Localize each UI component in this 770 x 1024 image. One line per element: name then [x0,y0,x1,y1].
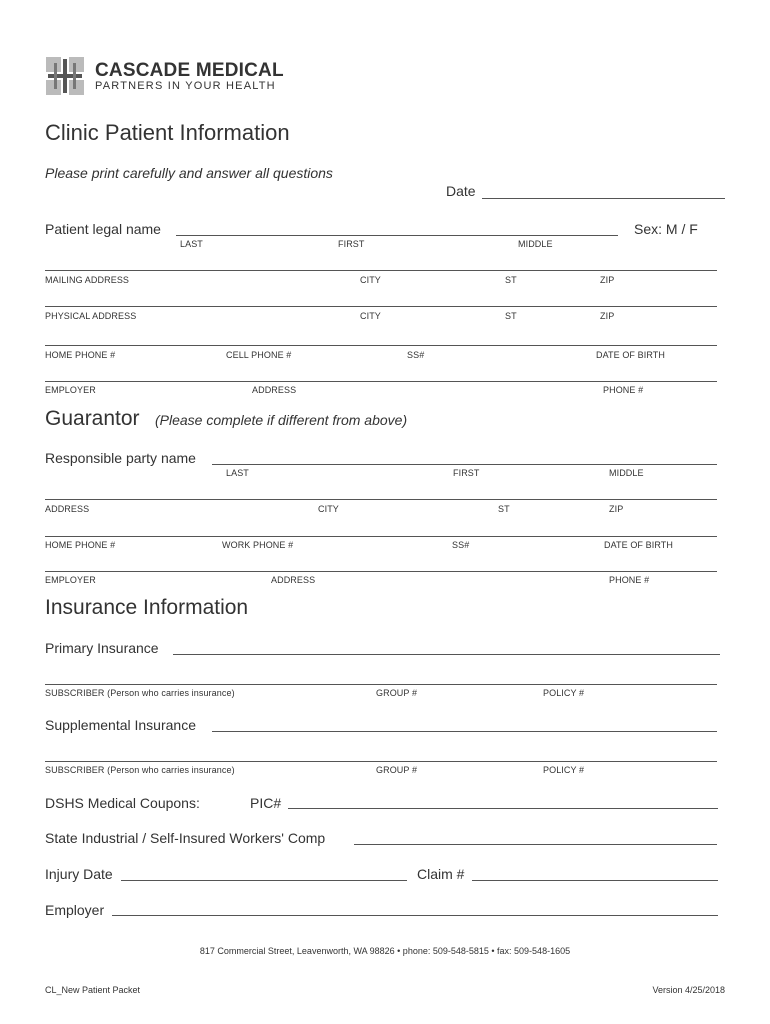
home-phone-label: HOME PHONE # [45,350,116,360]
guarantor-employer-address-label: ADDRESS [271,575,316,585]
guarantor-zip-label: ZIP [609,504,624,514]
physical-address-label: PHYSICAL ADDRESS [45,311,137,321]
injury-date-field[interactable] [121,880,407,881]
name-middle-label: MIDDLE [518,239,553,249]
brand-name: CASCADE MEDICAL [95,60,284,81]
physical-st-label: ST [505,311,517,321]
supplemental-insurance-label: Supplemental Insurance [45,717,196,733]
dob-label: DATE OF BIRTH [596,350,665,360]
name-first-label: FIRST [338,239,365,249]
patient-phones-field[interactable] [45,345,717,346]
instruction-text: Please print carefully and answer all questions [45,165,333,181]
primary-insurance-label: Primary Insurance [45,640,159,656]
physical-zip-label: ZIP [600,311,615,321]
date-label: Date [446,183,476,199]
primary-subscriber-label: SUBSCRIBER (Person who carries insurance) [45,688,235,698]
guarantor-employer-phone-label: PHONE # [609,575,650,585]
name-last-label: LAST [180,239,203,249]
guarantor-home-phone-label: HOME PHONE # [45,540,116,550]
brand-tagline: PARTNERS IN YOUR HEALTH [95,80,276,92]
workers-comp-label: State Industrial / Self-Insured Workers' Comp [45,830,326,846]
insurance-heading: Insurance Information [45,596,249,619]
footer-packet-name: CL_New Patient Packet [45,985,141,995]
guarantor-address-field[interactable] [45,499,717,500]
pic-field[interactable] [288,808,718,809]
guarantor-note: (Please complete if different from above) [155,412,408,428]
mailing-address-label: MAILING ADDRESS [45,275,130,285]
mailing-city-label: CITY [360,275,381,285]
footer-address: 817 Commercial Street, Leavenworth, WA 98826 • phone: 509-548-5815 • fax: 509-548-1605 [199,946,571,956]
supplemental-subscriber-field[interactable] [45,761,717,762]
guarantor-dob-label: DATE OF BIRTH [604,540,673,550]
workers-comp-field[interactable] [354,844,717,845]
claim-label: Claim # [417,866,465,882]
guarantor-employer-label: EMPLOYER [45,575,96,585]
primary-group-label: GROUP # [376,688,418,698]
physical-address-field[interactable] [45,306,717,307]
guarantor-last-label: LAST [226,468,249,478]
guarantor-employer-field[interactable] [45,571,717,572]
guarantor-first-label: FIRST [453,468,480,478]
dshs-coupons-label: DSHS Medical Coupons: [45,795,200,811]
patient-legal-name-field[interactable] [176,235,618,236]
footer-version: Version 4/25/2018 [652,985,725,995]
guarantor-middle-label: MIDDLE [609,468,644,478]
supplemental-subscriber-label: SUBSCRIBER (Person who carries insurance) [45,765,235,775]
supplemental-group-label: GROUP # [376,765,418,775]
responsible-party-label: Responsible party name [45,450,196,466]
primary-insurance-field[interactable] [173,654,720,655]
guarantor-ssn-label: SS# [452,540,470,550]
employer-address-label: ADDRESS [252,385,297,395]
patient-employer-field[interactable] [45,381,717,382]
date-field[interactable] [482,198,725,199]
cascade-medical-logo-icon [46,57,84,95]
patient-legal-name-label: Patient legal name [45,221,161,237]
primary-subscriber-field[interactable] [45,684,717,685]
employer-label: EMPLOYER [45,385,96,395]
guarantor-st-label: ST [498,504,510,514]
guarantor-address-label: ADDRESS [45,504,90,514]
guarantor-phones-field[interactable] [45,536,717,537]
injury-date-label: Injury Date [45,866,113,882]
employer-phone-label: PHONE # [603,385,644,395]
cell-phone-label: CELL PHONE # [226,350,292,360]
supplemental-insurance-field[interactable] [212,731,717,732]
insurance-employer-field[interactable] [112,915,718,916]
guarantor-work-phone-label: WORK PHONE # [222,540,294,550]
mailing-address-field[interactable] [45,270,717,271]
guarantor-city-label: CITY [318,504,339,514]
ssn-label: SS# [407,350,425,360]
insurance-employer-label: Employer [45,902,105,918]
responsible-party-field[interactable] [212,464,717,465]
pic-label: PIC# [250,795,282,811]
supplemental-policy-label: POLICY # [543,765,585,775]
guarantor-heading: Guarantor [45,407,140,430]
page-title: Clinic Patient Information [45,120,290,145]
claim-field[interactable] [472,880,718,881]
mailing-zip-label: ZIP [600,275,615,285]
mailing-st-label: ST [505,275,517,285]
sex-label[interactable]: Sex: M / F [634,221,698,237]
primary-policy-label: POLICY # [543,688,585,698]
physical-city-label: CITY [360,311,381,321]
